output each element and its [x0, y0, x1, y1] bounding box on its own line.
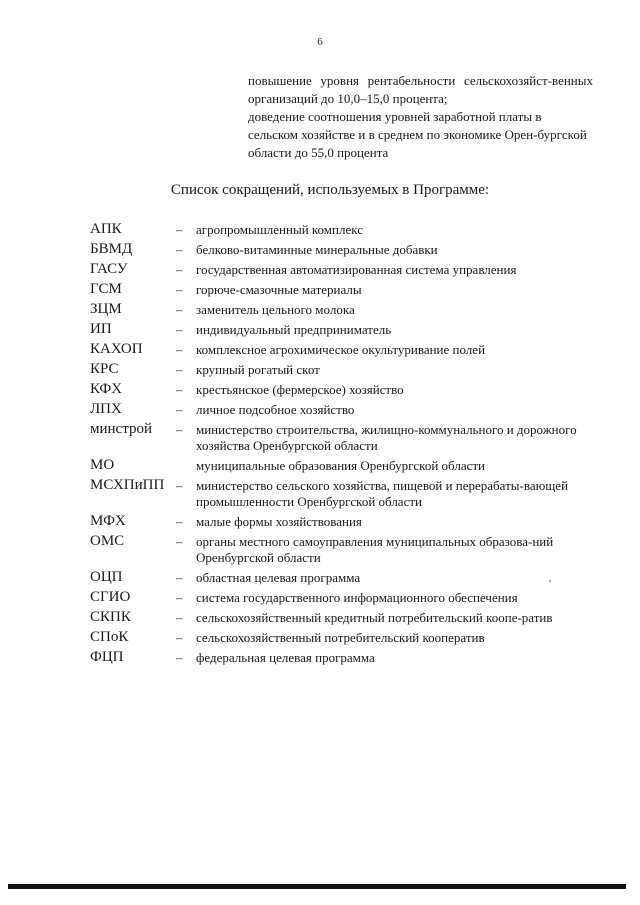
abbreviation-row [90, 457, 590, 474]
abbreviation-term: МСХПиПП [90, 477, 165, 493]
dash: – [176, 514, 183, 529]
abbreviation-term: ФЦП [90, 649, 124, 665]
dash: – [176, 242, 183, 257]
abbreviation-definition: крупный рогатый скот [196, 362, 320, 377]
dash: – [176, 402, 183, 417]
abbreviation-term: ЛПХ [90, 401, 122, 417]
dash: – [176, 362, 183, 377]
abbreviation-definition: личное подсобное хозяйство [196, 402, 355, 417]
bottom-rule [8, 884, 626, 889]
abbreviation-definition: заменитель цельного молока [196, 302, 355, 317]
abbreviation-row [90, 629, 590, 646]
abbreviation-term: минстрой [90, 421, 152, 437]
abbreviation-definition: система государственного информационного обеспечения [196, 590, 518, 605]
dash: – [176, 342, 183, 357]
abbreviation-term: ОЦП [90, 569, 123, 585]
abbreviation-row [90, 513, 590, 530]
abbreviation-definition: сельскохозяйственный кредитный потребительский коопе-ратив [196, 610, 553, 625]
abbreviation-definition: крестьянское (фермерское) хозяйство [196, 382, 404, 397]
intro-text [248, 72, 593, 162]
abbreviation-row [90, 361, 590, 378]
page-number: 6 [317, 36, 323, 48]
abbreviation-definition: муниципальные образования Оренбургской области [196, 458, 486, 473]
abbreviation-term: МО [90, 457, 115, 473]
dash: – [176, 590, 183, 605]
dash: – [176, 570, 183, 585]
abbreviation-row [90, 533, 590, 566]
abbreviation-definition: малые формы хозяйствования [196, 514, 362, 529]
dash: – [176, 262, 183, 277]
abbreviation-row [90, 261, 590, 278]
abbreviation-row [90, 477, 590, 510]
abbreviation-term: СКПК [90, 609, 131, 625]
abbreviation-row [90, 381, 590, 398]
abbreviation-row [90, 221, 590, 238]
abbreviation-definition: государственная автоматизированная система управления [196, 262, 517, 277]
abbreviation-definition: комплексное агрохимическое окультуривание полей [196, 342, 486, 357]
abbreviation-list [90, 221, 590, 669]
intro-paragraph: доведение соотношения уровней заработной платы в сельском хозяйстве и в среднем по экономике Орен-бургской области до 55,0 процента [248, 109, 587, 160]
abbreviation-term: КАХОП [90, 341, 143, 357]
dash: – [176, 478, 183, 493]
abbreviation-definition: федеральная целевая программа [196, 650, 375, 665]
abbreviation-row [90, 281, 590, 298]
scan-speck [549, 580, 551, 582]
dash: – [176, 382, 183, 397]
dash: – [176, 630, 183, 645]
abbreviation-term: ОМС [90, 533, 125, 549]
abbreviation-term: КФХ [90, 381, 123, 397]
abbreviation-definition: сельскохозяйственный потребительский кооператив [196, 630, 485, 645]
abbreviation-definition: агропромышленный комплекс [196, 222, 364, 237]
abbreviation-row [90, 241, 590, 258]
abbreviation-row [90, 401, 590, 418]
abbreviation-row [90, 301, 590, 318]
abbreviation-definition: министерство сельского хозяйства, пищевой и перерабаты-вающей промышленности Оренбургской области [196, 478, 569, 509]
abbreviation-term: ГАСУ [90, 261, 128, 277]
abbreviation-term: СПоК [90, 629, 129, 645]
dash: – [176, 422, 183, 437]
abbreviation-term: МФХ [90, 513, 126, 529]
abbreviation-term: ЗЦМ [90, 301, 122, 317]
abbreviation-row [90, 421, 590, 454]
dash: – [176, 222, 183, 237]
abbreviation-definition: индивидуальный предприниматель [196, 322, 392, 337]
abbreviation-row [90, 589, 590, 606]
abbreviation-definition: министерство строительства, жилищно-коммунального и дорожного хозяйства Оренбургской области [196, 422, 577, 453]
abbreviation-term: БВМД [90, 241, 133, 257]
intro-paragraph: повышение уровня рентабельности сельскохозяйст-венных организаций до 10,0–15,0 процента; [248, 73, 593, 106]
dash: – [176, 650, 183, 665]
abbreviation-row [90, 649, 590, 666]
abbreviation-term: СГИО [90, 589, 131, 605]
abbreviation-term: ИП [90, 321, 112, 337]
abbreviation-term: ГСМ [90, 281, 122, 297]
abbreviation-row [90, 321, 590, 338]
abbreviation-definition: белково-витаминные минеральные добавки [196, 242, 438, 257]
abbreviation-definition: органы местного самоуправления муниципальных образова-ний Оренбургской области [196, 534, 554, 565]
dash: – [176, 282, 183, 297]
dash: – [176, 322, 183, 337]
abbreviation-row [90, 609, 590, 626]
list-heading: Список сокращений, используемых в Программе: [170, 182, 490, 198]
dash: – [176, 302, 183, 317]
abbreviation-term: АПК [90, 221, 122, 237]
abbreviation-definition: областная целевая программа [196, 570, 361, 585]
dash: – [176, 534, 183, 549]
dash: – [176, 610, 183, 625]
abbreviation-term: КРС [90, 361, 119, 377]
abbreviation-row [90, 569, 590, 586]
abbreviation-row [90, 341, 590, 358]
abbreviation-definition: горюче-смазочные материалы [196, 282, 362, 297]
